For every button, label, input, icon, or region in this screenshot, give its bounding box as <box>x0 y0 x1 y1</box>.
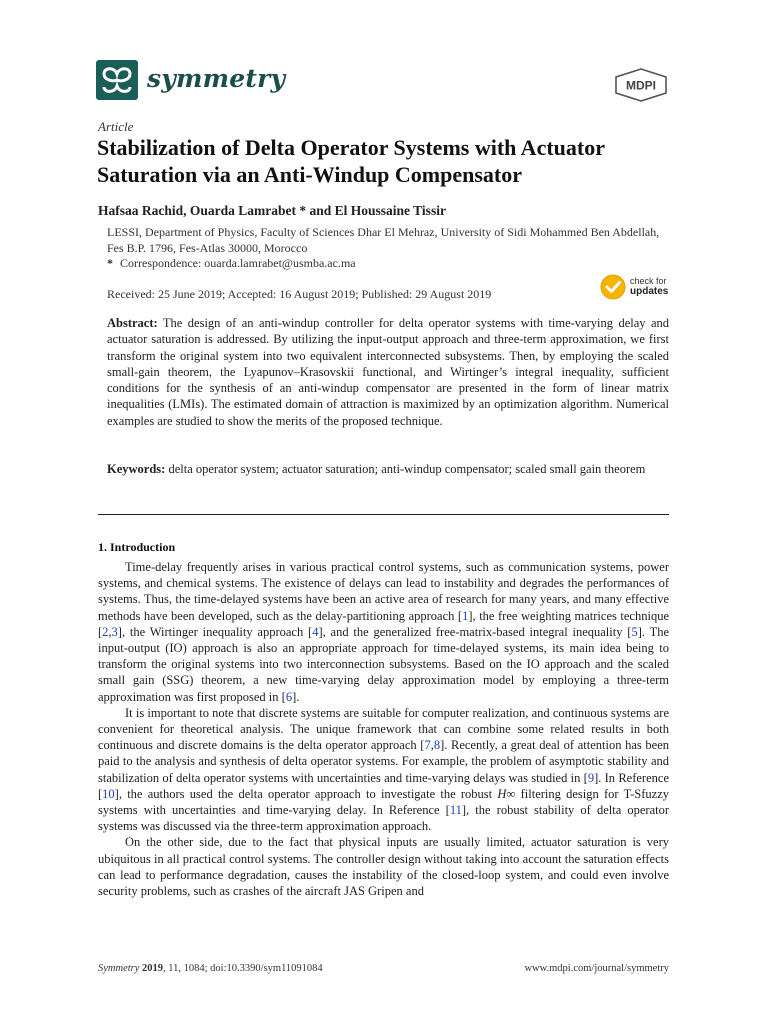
citation-link[interactable]: 11 <box>449 803 462 818</box>
abstract <box>107 315 669 429</box>
publisher-name: MDPI <box>626 78 656 93</box>
citation-link[interactable]: 1 <box>462 608 469 623</box>
citation-link[interactable]: 5 <box>631 624 638 639</box>
section-divider <box>98 514 669 515</box>
paper-title: Stabilization of Delta Operator Systems with Actuator Saturation via an Anti-Windup Compensator <box>97 135 605 187</box>
citation-link[interactable]: 8 <box>433 738 441 753</box>
correspondence[interactable] <box>107 256 356 271</box>
citation-link[interactable]: 6 <box>285 689 293 704</box>
paragraph-3: On the other side, due to the fact that physical inputs are usually limited, actuator saturation is very ubiquitous in all practical control systems. The controller design without taking into account the saturation effects can lead to performance degradation, causes the instability of the closed-loop system, and could even involve security problems, such as crashes of the aircraft JAS Gripen and <box>98 835 669 899</box>
publication-dates: Received: 25 June 2019; Accepted: 16 August 2019; Published: 29 August 2019 <box>107 287 492 301</box>
footer-doi[interactable]: , 11, 1084; doi:10.3390/sym11091084 <box>163 963 323 974</box>
citation-link[interactable]: 3 <box>111 624 118 639</box>
citation-link[interactable]: 2 <box>102 624 109 639</box>
abstract-text: The design of an anti-windup controller for delta operator systems with time-varying delay and actuator saturation is addressed. By utilizing the input-output approach and three-term approximation, we first transform the original system into two equivalent interconnected subsystems. Then, by employing the scaled small-gain theorem, the Lyapunov–Krasovskii functional, and Wirtinger’s integral inequality, sufficient conditions for the synthesis of an anti-windup compensator are presented in the form of linear matrix inequalities (LMIs). The estimated domain of attraction is maximized by an optimization algorithm. Numerical examples are studied to show the merits of the proposed technique. <box>107 316 670 428</box>
citation-link[interactable]: 7 <box>424 738 431 753</box>
paragraph-1: Time-delay frequently arises in various practical control systems, such as communication systems, power systems, and chemical systems. The existence of delays can lead to instability and degrades the performances of systems. Thus, the time-delayed systems have been an active area of research for many years, and many effective methods have been developed, such as the delay-partitioning approach [1], the free weighting matrices technique [2,3], the Wirtinger inequality approach [4], and the generalized free-matrix-based integral inequality [5]. The input-output (IO) approach is also an appropriate approach for time-delayed systems, its main idea being to transform the original systems into two interconnection subsystems. Based on the IO approach and the scaled small gain (SSG) theorem, a new time-varying delay approximation model by employing a three-term approximation was first proposed in [6]. <box>98 560 670 704</box>
keywords-label: Keywords: <box>107 462 166 476</box>
article-type: Article <box>98 119 134 134</box>
check-updates-icon <box>600 274 626 300</box>
citation-link[interactable]: 10 <box>102 786 115 801</box>
keywords <box>107 461 669 477</box>
correspondence-text: Correspondence: ouarda.lamrabet@usmba.ac.ma <box>120 256 356 270</box>
h-infinity-symbol: H∞ <box>497 786 516 801</box>
abstract-label: Abstract: <box>107 316 158 330</box>
section-heading: 1. Introduction <box>98 540 176 554</box>
author-list: Hafsaa Rachid, Ouarda Lamrabet * and El Houssaine Tissir <box>98 203 446 218</box>
keywords-text: delta operator system; actuator saturation; anti-windup compensator; scaled small gain theorem <box>168 462 646 476</box>
footer-year: 2019 <box>142 963 164 974</box>
footer-url[interactable]: www.mdpi.com/journal/symmetry <box>524 963 669 974</box>
check-for-updates-badge[interactable] <box>600 274 672 302</box>
footer-citation <box>98 963 323 974</box>
introduction-body <box>98 559 669 899</box>
affiliation: LESSI, Department of Physics, Faculty of Sciences Dhar El Mehraz, University of Sidi Mohammed Ben Abdellah, Fes B.P. 1796, Fes-Atlas 30000, Morocco <box>107 225 660 255</box>
paragraph-2: It is important to note that discrete systems are suitable for computer realization, and continuous systems are convenient for theoretical analysis. The unique framework that can combine some related results in both continuous and discrete domains is the delta operator approach [7,8]. Recently, a great deal of attention has been paid to the analysis and synthesis of delta operator systems. For example, the problem of asymptotic stability and stabilization of delta operator systems with uncertainties and time-varying delays was studied in [9]. In Reference [10], the authors used the delta operator approach to investigate the robust H∞ filtering design for T-Sfuzzy systems with uncertainties and time-varying delay. In Reference [11], the robust stability of delta operator systems was discussed via the three-term approximation approach. <box>98 705 669 834</box>
footer-journal: Symmetry <box>98 963 140 974</box>
correspondence-marker: * <box>107 256 113 270</box>
check-updates-line2: updates <box>630 286 669 297</box>
publisher-logo[interactable] <box>613 68 669 102</box>
check-updates-line1: check for <box>630 276 667 286</box>
citation-link[interactable]: 9 <box>587 770 595 785</box>
citation-link[interactable]: 4 <box>312 624 319 639</box>
journal-logo-icon <box>96 60 138 100</box>
journal-name[interactable]: symmetry <box>147 64 286 93</box>
